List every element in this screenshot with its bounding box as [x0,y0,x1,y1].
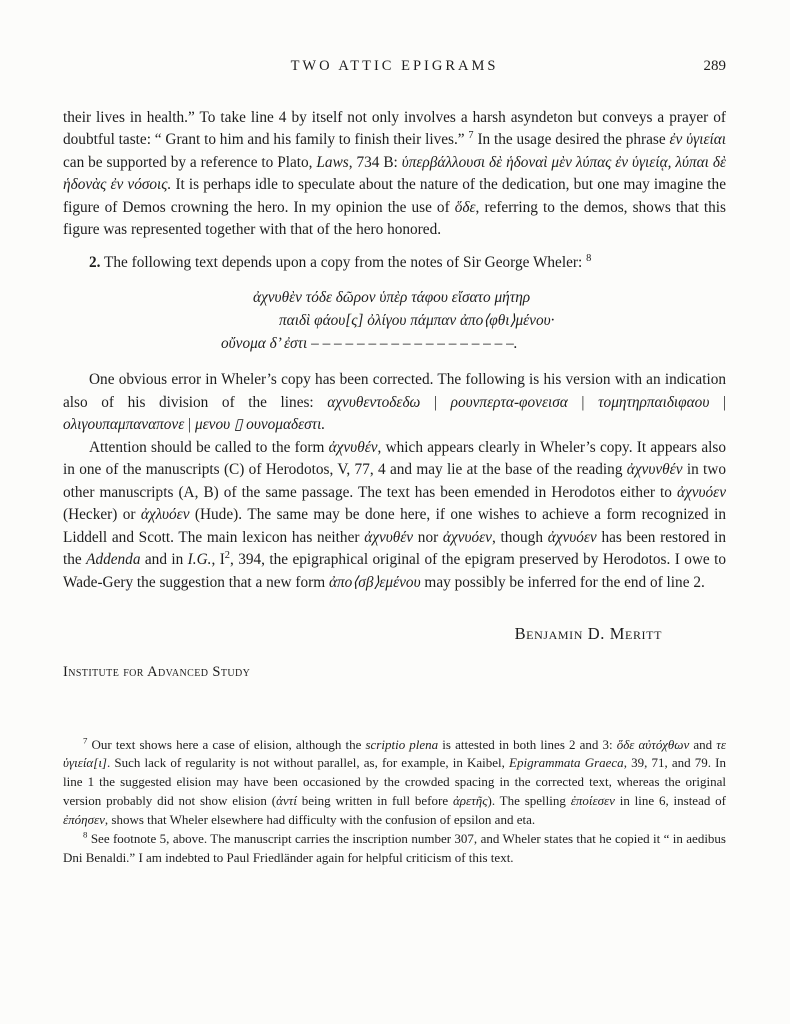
paragraph-section-2: 2. The following text depends upon a copy from the notes of Sir George Wheler: $^8$ [89,252,592,271]
footnote-7: $^7$ Our text shows here a case of elision, although the scriptio plena is attested in both lines 2 and 3: ὅδε αὐτόχθων and τε ὑγιεία[ι]. Such lack of regularity is not without parallel, as, for example, in Kaibel, Epigrammata Graeca, 39, 71, and 79. In line 1 the suggested elision may have been occasioned by the crowded spacing in the corrected text, whereas the original version probably did not show elision (ἀντί being written in full before ἀρετῆς). The spelling ἐποίεσεν in line 6, instead of ἐπόησεν, shows that Wheler elsewhere had difficulty with the confusion of epsilon and eta. [63,735,727,827]
author-signature: Benjamin D. Meritt [514,624,662,644]
body-text [63,107,726,868]
verse-line-2: παιδὶ φάου[ς] ὀλίγου πάμπαν ἀπο⟨φθι⟩μένου· [279,312,555,330]
footnotes [63,736,726,868]
page-number: 289 [703,58,726,74]
verse-line-1: ἀχνυθὲν τόδε δῶρον ὑπὲρ τάφου εἴσατο μήτηρ [253,289,531,307]
author-affiliation: Institute for Advanced Study [63,664,251,681]
verse-line-3: οὔνομα δ’ ἐστι – – – – – – – – – – – – – – – – – –. [221,335,518,353]
running-head [63,58,726,75]
footnote-8: $^8$ See footnote 5, above. The manuscript carries the inscription number 307, and Wheler states that he copied it “ in aedibus Dni Benaldi.” I am indebted to Paul Friedländer again for helpful criticism of this text. [63,829,726,865]
paragraph-continuation: their lives in health.” To take line 4 by itself not only involves a harsh asyndeton but conveys a prayer of doubtful taste: “ Grant to him and his family to finish their lives.” $^7$ In the usage desired the phrase ἐν ὑγιείαι can be supported by a reference to Plato, Laws, 734 B: ὑπερβάλλουσι δὲ ἡδοναὶ μὲν λύπας ἐν ὑγιείᾳ, λύπαι δὲ ἡδονὰς ἐν νόσοις. It is perhaps idle to speculate about the nature of the dedication, but one may imagine the figure of Demos crowning the hero. In my opinion the use of ὅδε, referring to the demos, shows that this figure was represented together with that of the hero honored. [63,109,727,239]
paragraph-attention: Attention should be called to the form ἀχνυθέν, which appears clearly in Wheler’s copy. It appears also in one of the manuscripts (C) of Herodotos, V, 77, 4 and may lie at the base of the reading ἀχνυνθέν in two other manuscripts (A, B) of the same passage. The text has been emended in Herodotos either to ἀχνυόεν (Hecker) or ἀχλυόεν (Hude). The same may be done here, if one wishes to achieve a form recognized in Liddell and Scott. The main lexicon has neither ἀχνυθέν nor ἀχνυόεν, though ἀχνυόεν has been restored in the Addenda and in I.G., $I^2$, 394, the epigraphical original of the epigram preserved by Herodotos. I owe to Wade-Gery the suggestion that a new form ἀπο⟨σβ⟩εμένου may possibly be inferred for the end of line 2. [63,438,726,591]
greek-epigram-verse [221,287,726,356]
running-head-title: TWO ATTIC EPIGRAMS [290,58,499,74]
paragraph-wheler-version: One obvious error in Wheler’s copy has been corrected. The following is his version with an indication also of his division of the lines: αχνυθεντοδεδω | ρουνπερτα-φονεισα | τομητηρπαιδιφαου | ολιγουπαμπαναπονε | μενου ▯ ουνομαδεστι. [63,371,727,434]
